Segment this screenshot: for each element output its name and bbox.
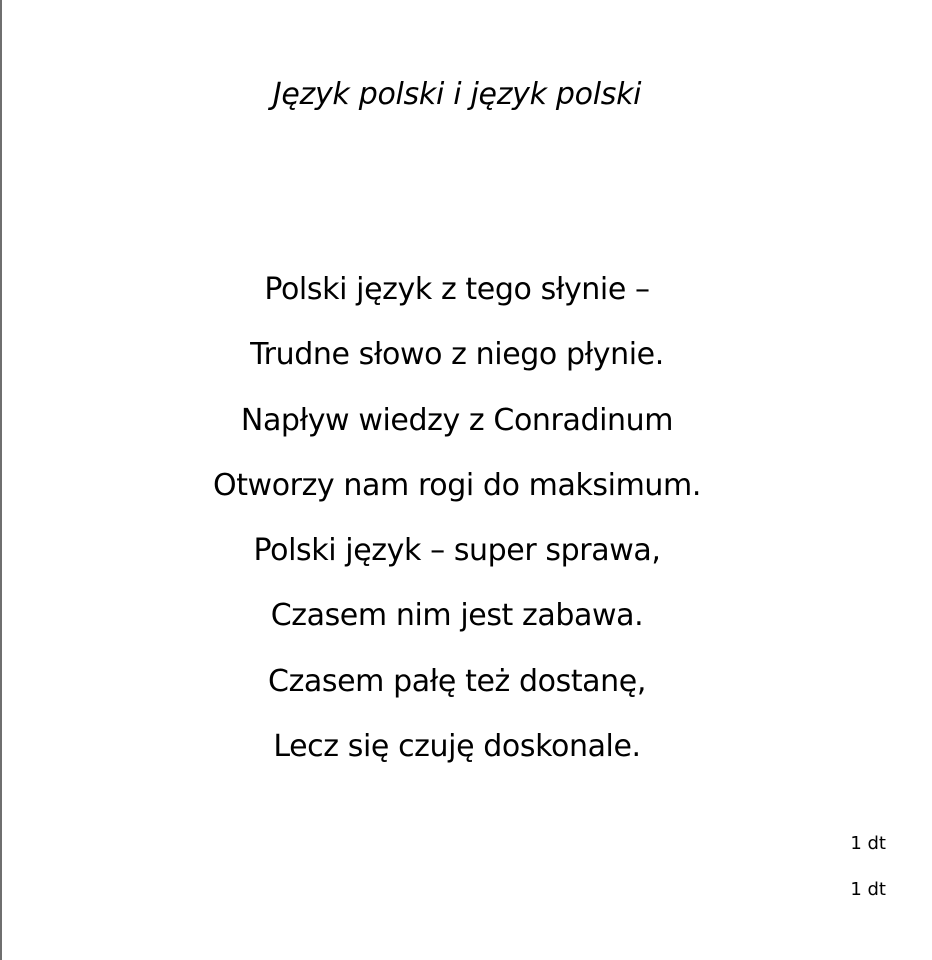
poem-line: Otworzy nam rogi do maksimum. <box>212 467 701 503</box>
score-note: 1 dt <box>850 879 886 900</box>
poem-body <box>2 266 912 788</box>
poem-line: Trudne słowo z niego płynie. <box>250 337 664 373</box>
score-note: 1 dt <box>850 833 886 854</box>
document-page <box>2 0 932 960</box>
poem-line: Czasem nim jest zabawa. <box>270 598 644 634</box>
poem-line: Lecz się czuję doskonale. <box>273 729 641 765</box>
poem-title: Język polski i język polski <box>272 77 642 112</box>
poem-line: Polski język z tego słynie – <box>264 272 650 307</box>
poem-line: Polski język – super sprawa, <box>253 533 661 569</box>
poem-line: Napływ wiedzy z Conradinum <box>240 402 674 438</box>
poem-line: Czasem pałę też dostanę, <box>268 663 646 699</box>
